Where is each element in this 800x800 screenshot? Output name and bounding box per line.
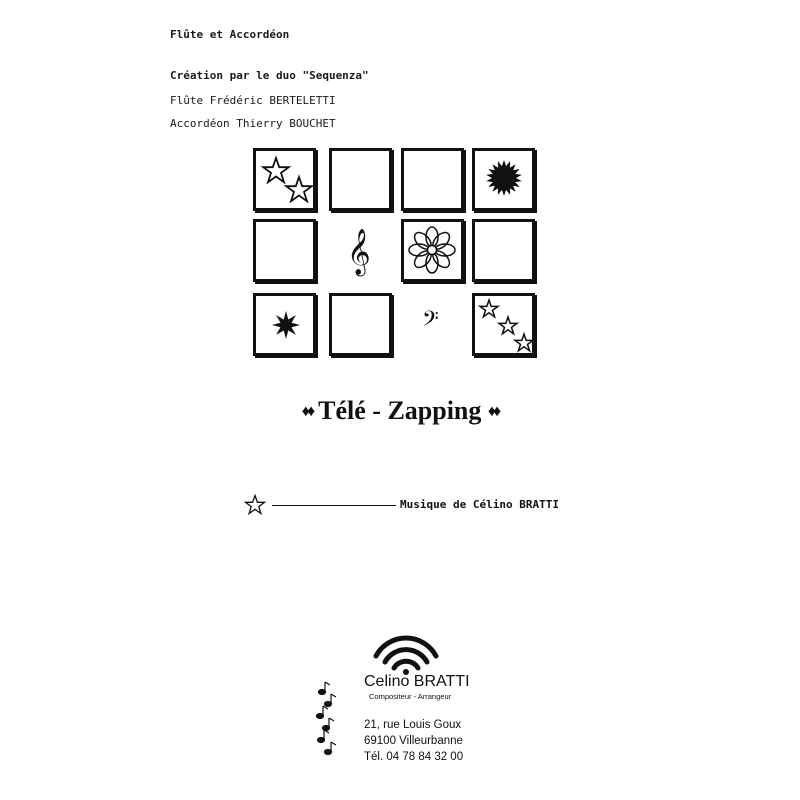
credit-text: Musique de Célino BRATTI bbox=[400, 498, 559, 511]
publisher-phone: Tél. 04 78 84 32 00 bbox=[364, 751, 464, 763]
accordion-player-line: Accordéon Thierry BOUCHET bbox=[170, 117, 336, 130]
treble-clef-icon: 𝄞 bbox=[347, 229, 371, 275]
tile-empty bbox=[329, 293, 392, 356]
tile-flower bbox=[401, 219, 464, 282]
title-text: Télé - Zapping bbox=[318, 396, 482, 425]
publisher-subtitle: Compositeur - Arrangeur bbox=[369, 692, 452, 701]
wifi-waves-logo-icon bbox=[371, 628, 441, 676]
sunburst-icon bbox=[475, 151, 535, 211]
composer-credit bbox=[244, 492, 644, 516]
eight-point-star-icon bbox=[256, 296, 316, 356]
tile-empty bbox=[472, 219, 535, 282]
tile-empty bbox=[401, 148, 464, 211]
tile-grid bbox=[250, 145, 545, 365]
outline-star-icon bbox=[244, 494, 266, 516]
tile-three-stars bbox=[472, 293, 535, 356]
publisher-street: 21, rue Louis Goux bbox=[364, 719, 462, 731]
two-stars-icon bbox=[256, 151, 316, 211]
left-diamond-ornament: ♦♦ bbox=[301, 403, 313, 420]
publisher-city: 69100 Villeurbanne bbox=[364, 735, 463, 747]
music-notes-logo-icon bbox=[314, 680, 346, 760]
creation-line: Création par le duo "Sequenza" bbox=[170, 69, 369, 82]
tile-two-stars bbox=[253, 148, 316, 211]
flower-icon bbox=[404, 222, 464, 282]
right-diamond-ornament: ♦♦ bbox=[487, 403, 499, 420]
credit-rule bbox=[272, 505, 396, 506]
tile-sunburst bbox=[472, 148, 535, 211]
piece-title bbox=[0, 396, 800, 426]
tile-empty bbox=[253, 219, 316, 282]
tile-eight-point-star bbox=[253, 293, 316, 356]
bass-clef-icon: 𝄢 bbox=[422, 307, 439, 337]
tile-empty bbox=[329, 148, 392, 211]
publisher-name: Celino BRATTI bbox=[364, 673, 470, 690]
instrumentation-line: Flûte et Accordéon bbox=[170, 28, 290, 41]
flute-player-line: Flûte Frédéric BERTELETTI bbox=[170, 94, 336, 107]
three-stars-icon bbox=[475, 296, 535, 356]
